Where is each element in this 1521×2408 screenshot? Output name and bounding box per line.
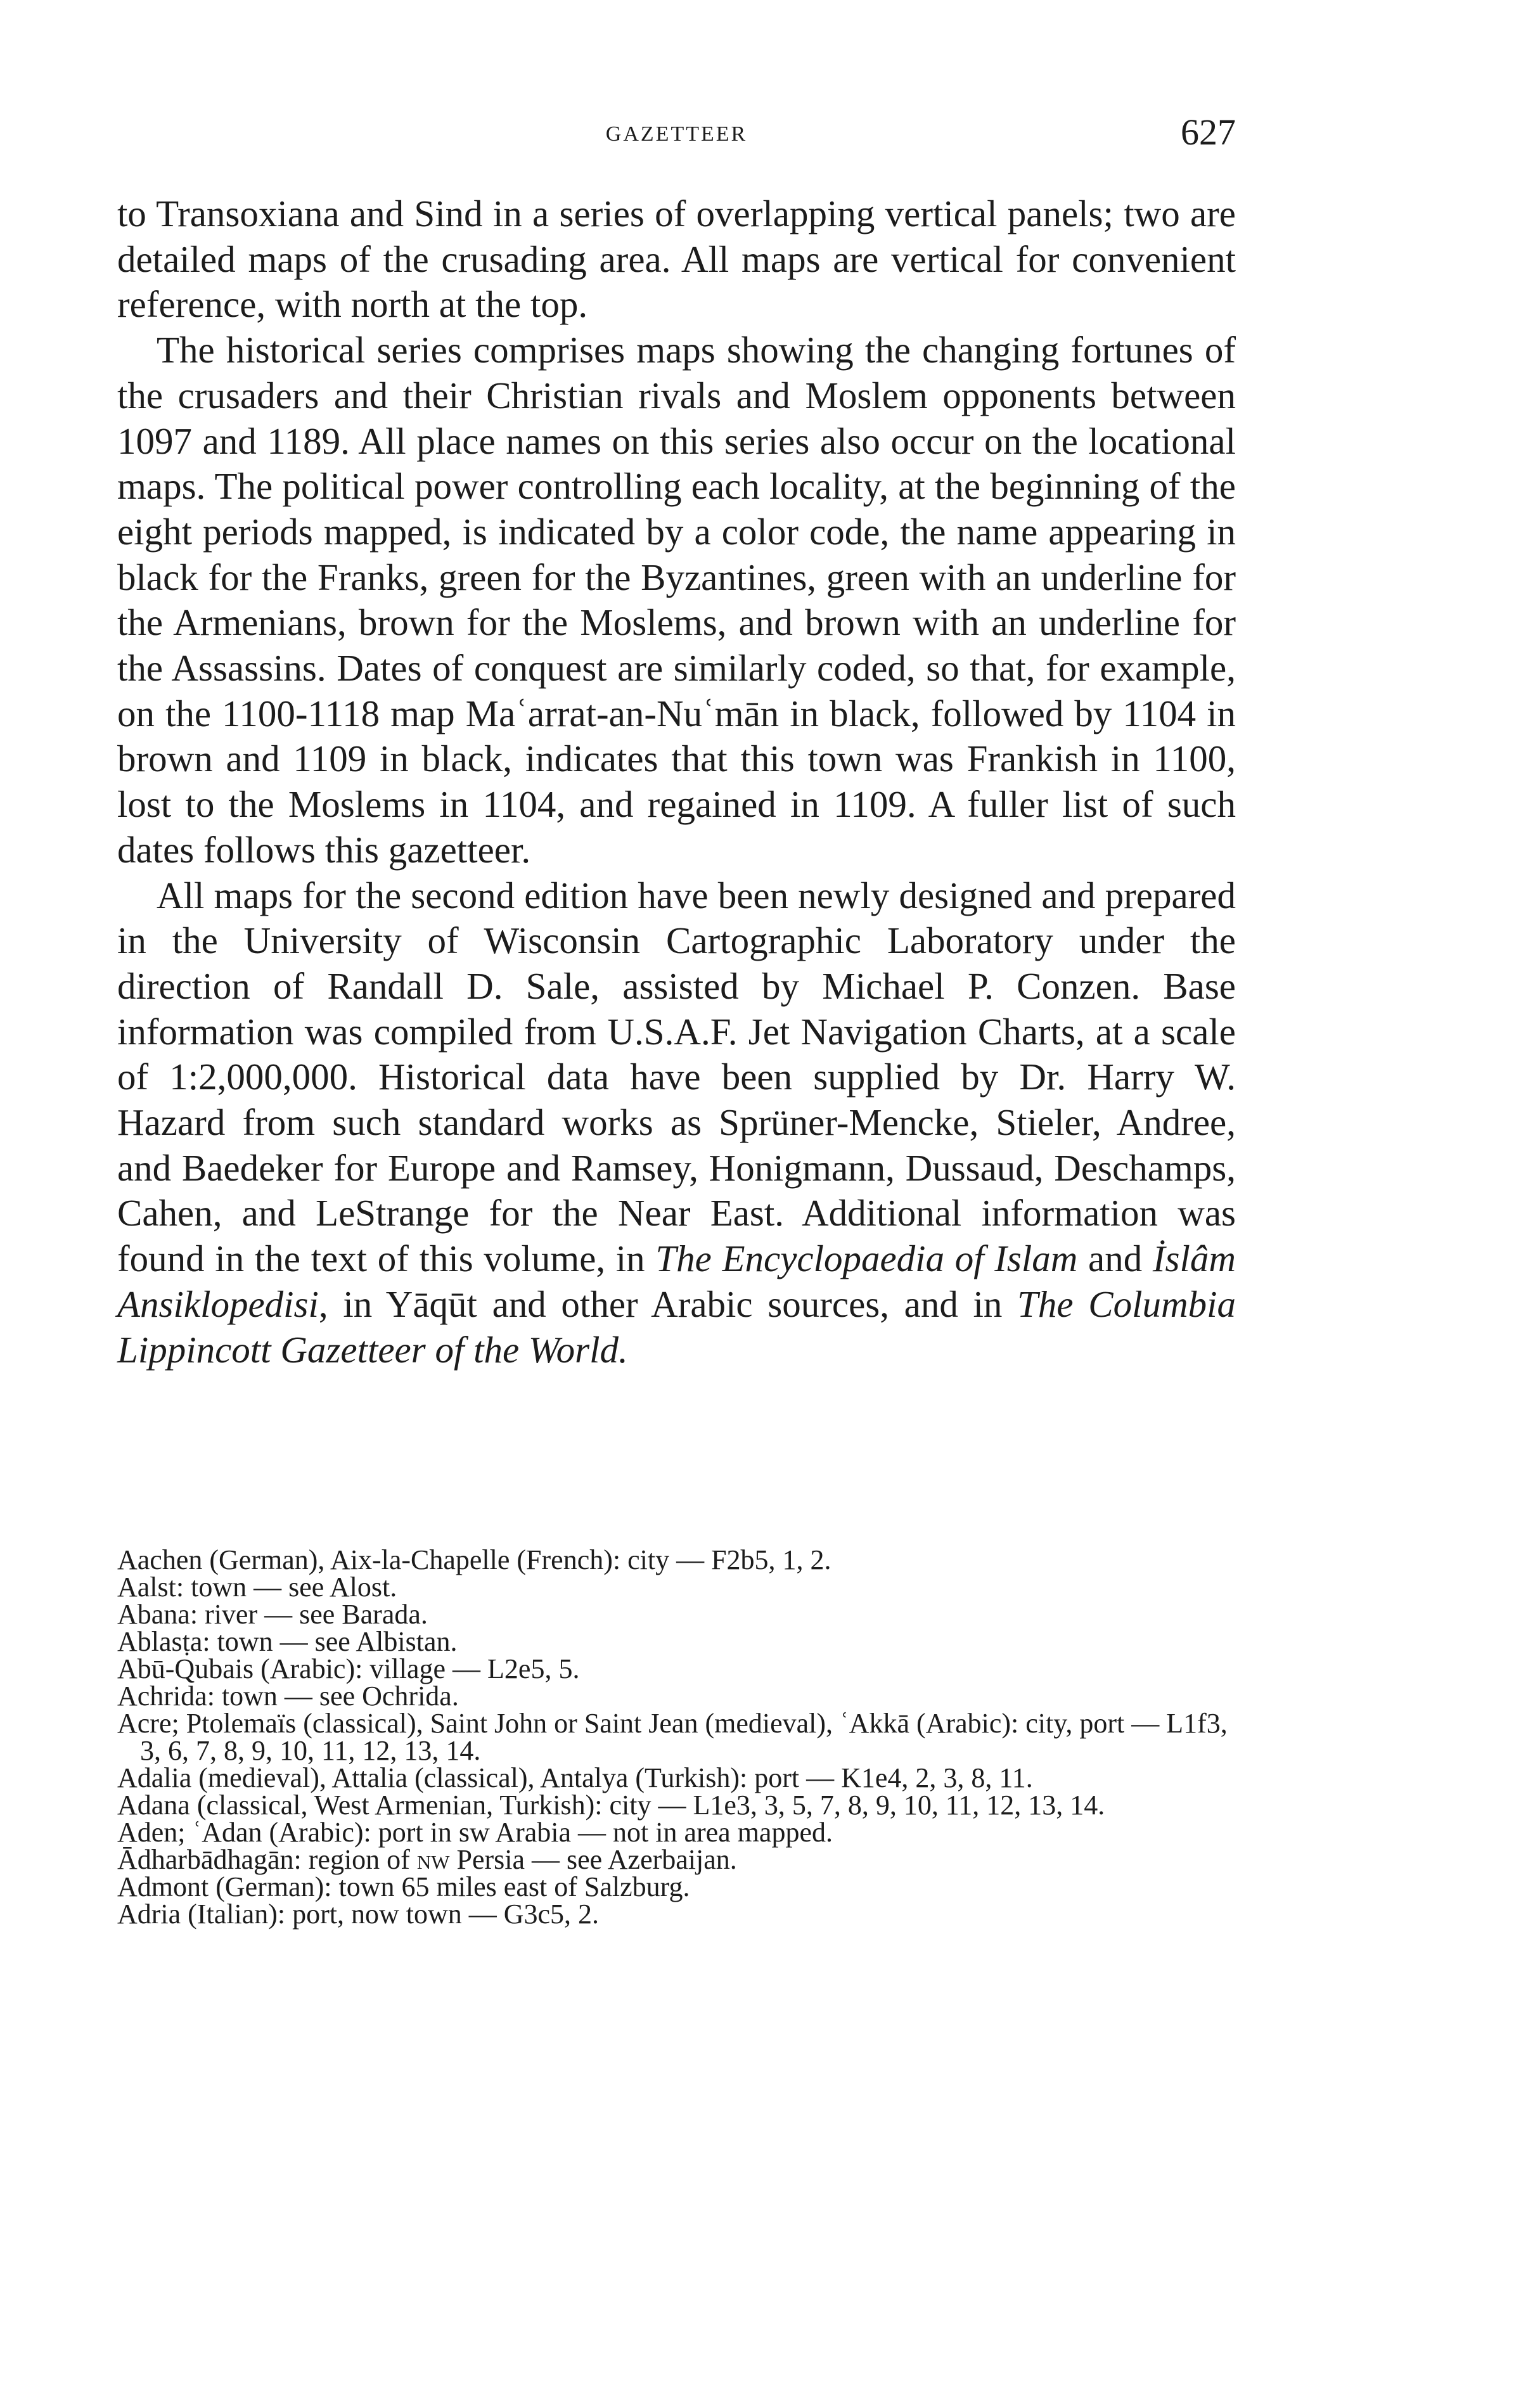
gazetteer-entry-abu-qubais: Abū-Qubais (Arabic): village — L2e5, 5.: [117, 1653, 580, 1684]
paragraph-1: to Transoxiana and Sind in a series of overlapping vertical panels; two are detailed maps of the crusading area. All maps are vertical for convenient reference, with north at the top.: [117, 193, 1236, 326]
gazetteer-entry-abana: Abana: river — see Barada.: [117, 1599, 428, 1630]
gazetteer-entry-admont: Admont (German): town 65 miles east of Salzburg.: [117, 1871, 690, 1902]
gazetteer-entry-aalst: Aalst: town — see Alost.: [117, 1572, 397, 1603]
paragraph-3: [117, 873, 1236, 1373]
gazetteer-entry-ablasta: Ablasṭa: town — see Albistan.: [117, 1626, 458, 1657]
introduction-text: [117, 191, 1236, 1373]
paragraph-2: The historical series comprises maps showing the changing fortunes of the crusaders and their Christian rivals and Moslem opponents between 1097 and 1189. All place names on this series also occur on the locational maps. The political power controlling each locality, at the beginning of the eight periods mapped, is indicated by a color code, the name appearing in black for the Franks, green for the Byzantines, green with an underline for the Armenians, brown for the Moslems, and brown with an underline for the Assassins. Dates of conquest are similarly coded, so that, for example, on the 1100-1118 map Maʿarrat-an-Nuʿmān in black, followed by 1104 in brown and 1109 in black, indicates that this town was Frankish in 1100, lost to the Moslems in 1104, and regained in 1109. A fuller list of such dates follows this gazetteer.: [117, 329, 1236, 871]
paragraph-3-text: All maps for the second edition have been newly designed and prepared in the University of Wisconsin Cartographic Laboratory under the direction of Randall D. Sale, assisted by Michael P. Conzen. Base information was compiled from U.S.A.F. Jet Navigation Charts, at a scale of 1:2,000,000. Historical data have been supplied by Dr. Harry W. Hazard from such standard works as Sprüner-Mencke, Stieler, Andree, and Baedeker for Europe and Ramsey, Honigmann, Dussaud, Deschamps, Cahen, and LeStrange for the Near East. Additional information was found in the text of this volume, in: [117, 874, 1236, 1280]
gazetteer-entry-adalia: Adalia (medieval), Attalia (classical), Antalya (Turkish): port — K1e4, 2, 3, 8, 11.: [117, 1762, 1033, 1793]
entry-text: Persia — see Azerbaijan.: [449, 1844, 737, 1875]
title-encyclopaedia-of-islam: The Encyclopaedia of Islam: [655, 1238, 1078, 1280]
paragraph-3-text: and: [1077, 1238, 1153, 1280]
entry-text: Ādharbādhagān: region of: [117, 1844, 417, 1875]
paragraph-3-text: , in Yāqūt and other Arabic sources, and in: [318, 1283, 1018, 1325]
gazetteer-entry-acre: Acre; Ptolemaïs (classical), Saint John or Saint Jean (medieval), ʿAkkā (Arabic): city, port — L1f3, 3, 6, 7, 8, 9, 10, 11, 12, 13, 14.: [117, 1708, 1228, 1766]
page-header: [117, 112, 1236, 165]
page-number: 627: [1181, 112, 1236, 153]
gazetteer-entry-adana: Adana (classical, West Armenian, Turkish): city — L1e3, 3, 5, 7, 8, 9, 10, 11, 12, 13, 14.: [117, 1790, 1105, 1821]
gazetteer-list: [117, 1546, 1236, 1928]
running-head: GAZETTEER: [605, 122, 748, 146]
entry-direction: nw: [416, 1844, 450, 1875]
gazetteer-entry-adharbadhagan: [117, 1846, 1236, 1873]
title-columbia-lippincott-gazetteer: The Columbia Lippincott Gazetteer of the World.: [117, 1283, 1236, 1371]
gazetteer-entry-aachen: Aachen (German), Aix-la-Chapelle (French): city — F2b5, 1, 2.: [117, 1544, 831, 1575]
gazetteer-entry-aden: Aden; ʿAdan (Arabic): port in sw Arabia — not in area mapped.: [117, 1817, 833, 1848]
gazetteer-entry-adria: Adria (Italian): port, now town — G3c5, 2.: [117, 1899, 600, 1930]
title-islam-ansiklopedisi: İslâm Ansiklopedisi: [117, 1238, 1236, 1325]
gazetteer-entry-achrida: Achrida: town — see Ochrida.: [117, 1681, 459, 1712]
